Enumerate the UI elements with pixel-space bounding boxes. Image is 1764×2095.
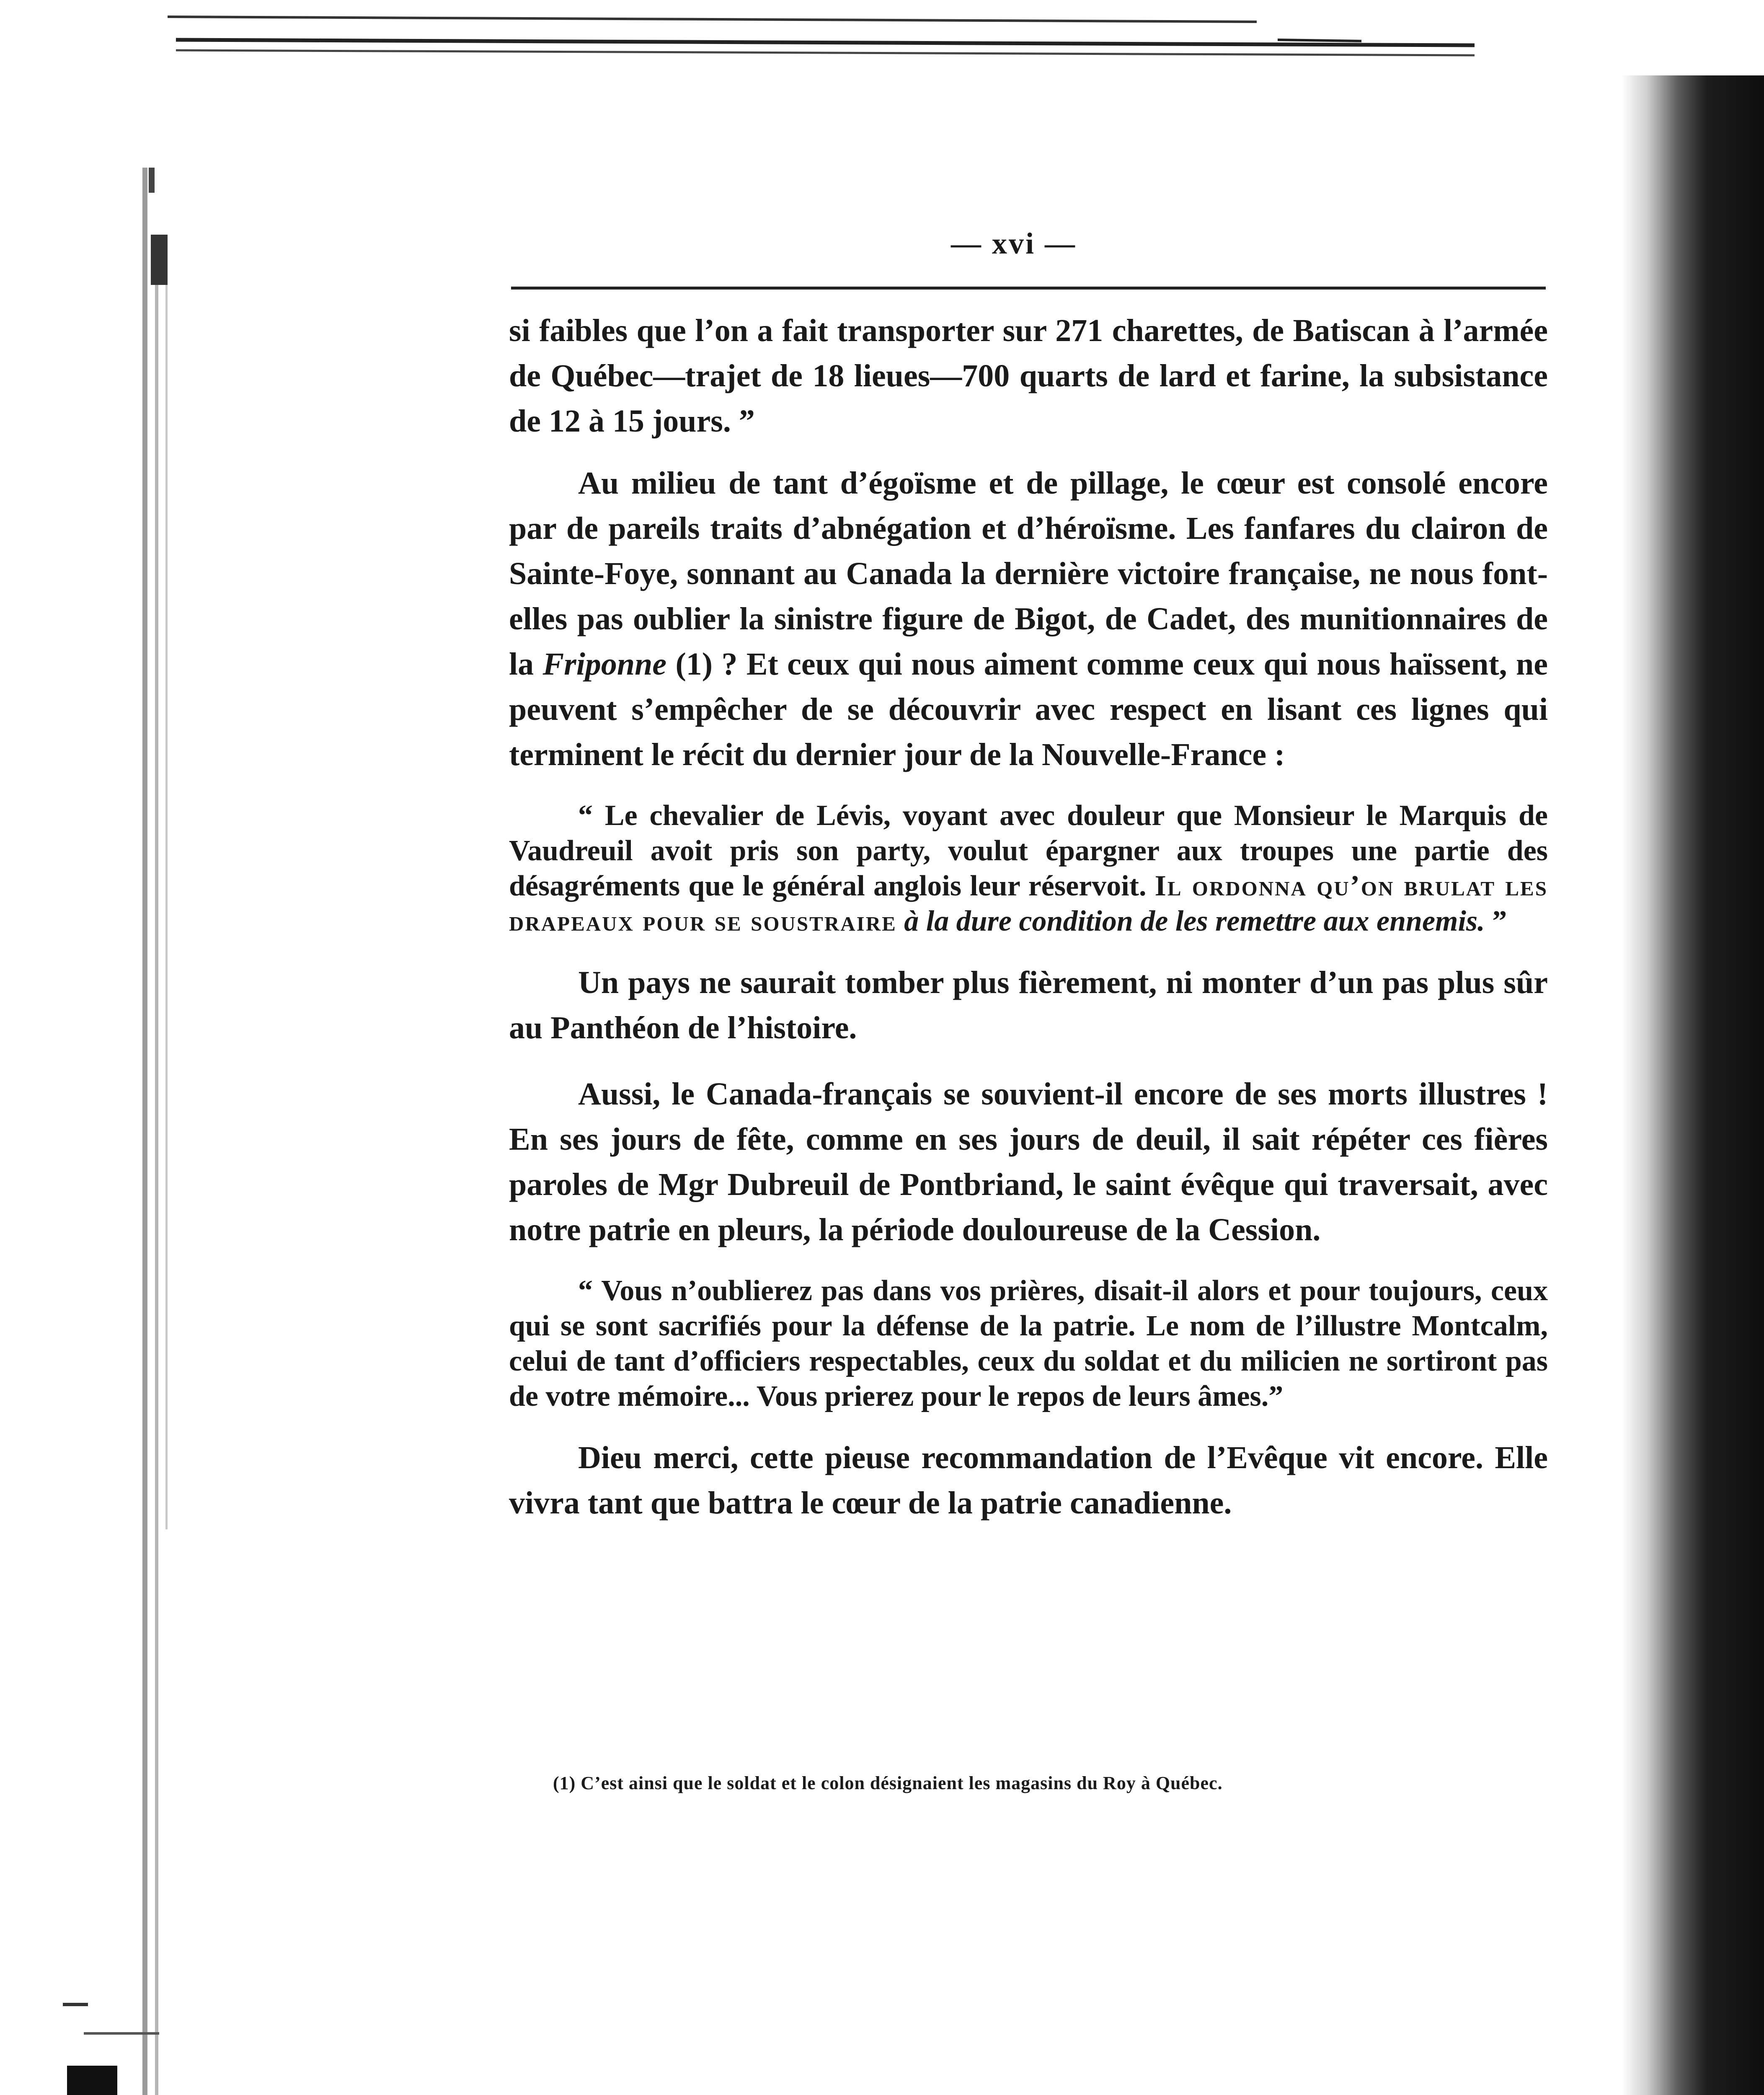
scan-right-edge [1622,75,1764,2095]
paragraph-pays: Un pays ne saurait tomber plus fièrement, ni monter d’un pas plus sûr au Panthéon de l’histoire. [509,965,1548,1045]
scan-corner-mark [67,2066,117,2095]
paragraph-egoisme-text-b: (1) ? Et ceux qui nous aiment comme ceux qui nous haïssent, ne peuvent s’empêcher de se découvrir avec respect en lisant ces lignes qui terminent le récit du dernier jour de la Nouvelle-France : [509,647,1548,772]
quote-levis-smallcaps: Il ordonna qu’on brulat les drapeaux pour se soustraire [509,870,1548,937]
page-number: — xvi — [950,227,1077,260]
quote-levis [509,798,1548,939]
footnote: (1) C’est ainsi que le soldat et le colon désignaient les magasins du Roy à Québec. [553,1773,1223,1793]
scan-left-edge [0,0,201,2095]
header-rule [511,287,1546,290]
paragraph-canada: Aussi, le Canada-français se souvient-il encore de ses morts illustres ! En ses jours de fête, comme en ses jours de deuil, il sait répéter ces fières paroles de Mgr Dubreuil de Pontbriand, le saint évêque qui traversait, avec notre patrie en pleurs, la période douloureuse de la Cession. [509,1076,1548,1247]
friponne-italic: Friponne [542,647,667,682]
quote-levis-text: “ Le chevalier de Lévis, voyant avec douleur que Monsieur le Marquis de Vaudreuil avoit pris son party, voulut épargner aux troupes une partie des désagréments que le général anglois leur réservoit. [509,799,1548,902]
page-body [509,308,1548,1547]
quote-levis-close: ” [1485,905,1507,937]
scan-top-rules [0,0,1764,84]
quote-pontbriand: “ Vous n’oublierez pas dans vos prières, disait-il alors et pour toujours, ceux qui se sont sacrifiés pour la défense de la patrie. Le nom de l’illustre Montcalm, celui de tant d’officiers respectables, ceux du soldat et du milicien ne sortiront pas de votre mémoire... Vous prierez pour le repos de leurs âmes.” [509,1275,1548,1412]
paragraph-continuation: si faibles que l’on a fait transporter sur 271 charettes, de Batiscan à l’armée de Québec—trajet de 18 lieues—700 quarts de lard et farine, la subsistance de 12 à 15 jours. ” [509,313,1548,439]
quote-levis-italic: à la dure condition de les remettre aux ennemis. [896,905,1485,937]
paragraph-egoisme-text-a: Au milieu de tant d’égoïsme et de pillage, le cœur est consolé encore par de pareils traits d’abnégation et d’héroïsme. Les fanfares du clairon de Sainte-Foye, sonnant au Canada la dernière victoire française, ne nous font-elles pas oublier la sinistre figure de Bigot, de Cadet, des munitionnaires de la [509,466,1548,682]
paragraph-egoisme [509,460,1548,777]
paragraph-conclusion: Dieu merci, cette pieuse recommandation de l’Evêque vit encore. Elle vivra tant que battra le cœur de la patrie canadienne. [509,1440,1548,1521]
